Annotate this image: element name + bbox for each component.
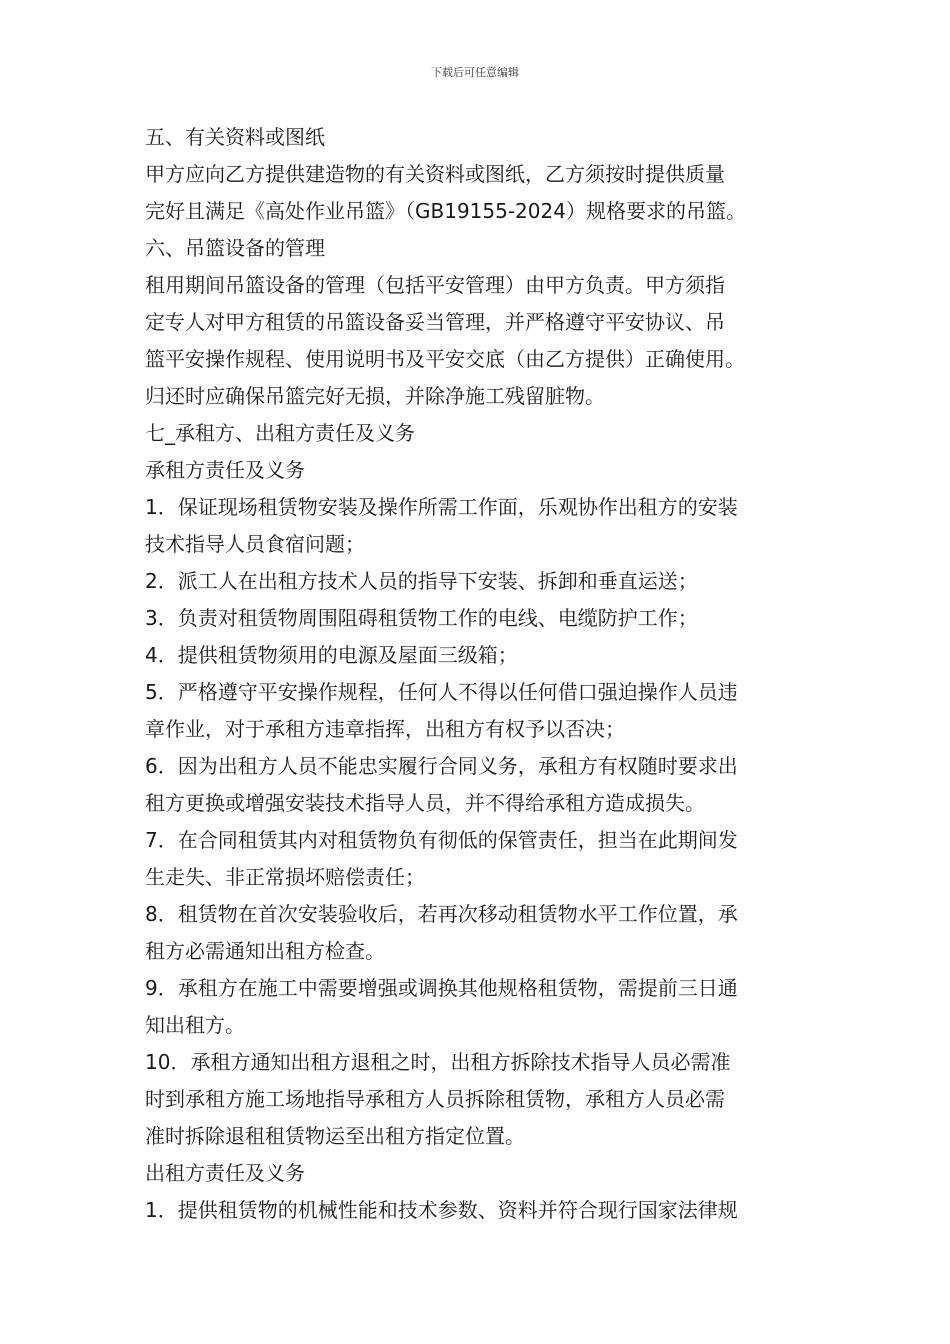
paragraph-line: 篮平安操作规程、使用说明书及平安交底（由乙方提供）正确使用。 xyxy=(145,347,745,371)
list-item-line: 10．承租方通知出租方退租之时，出租方拆除技术指导人员必需准 xyxy=(145,1050,731,1074)
list-item-line: 章作业，对于承租方违章指挥，出租方有权予以否决； xyxy=(145,717,625,741)
section-heading-5: 五、有关资料或图纸 xyxy=(145,125,325,149)
list-item-line: 租方更换或增强安装技术指导人员，并不得给承租方造成损失。 xyxy=(145,791,705,815)
list-item-line: 6．因为出租方人员不能忠实履行合同义务，承租方有权随时要求出 xyxy=(145,754,738,778)
list-item-line: 1．保证现场租赁物安装及操作所需工作面，乐观协作出租方的安装 xyxy=(145,495,738,519)
paragraph-line: 完好且满足《高处作业吊篮》（GB19155-2024）规格要求的吊篮。 xyxy=(145,199,746,223)
section-heading-6: 六、吊篮设备的管理 xyxy=(145,236,325,260)
list-item-line: 时到承租方施工场地指导承租方人员拆除租赁物，承租方人员必需 xyxy=(145,1087,725,1111)
list-item-line: 1．提供租赁物的机械性能和技术参数、资料并符合现行国家法律规 xyxy=(145,1198,738,1222)
list-item-line: 准时拆除退租租赁物运至出租方指定位置。 xyxy=(145,1124,525,1148)
list-item-line: 5．严格遵守平安操作规程，任何人不得以任何借口强迫操作人员违 xyxy=(145,680,738,704)
paragraph-line: 甲方应向乙方提供建造物的有关资料或图纸，乙方须按时提供质量 xyxy=(145,162,725,186)
list-item-line: 技术指导人员食宿问题； xyxy=(145,532,365,556)
section-heading-7: 七_承租方、出租方责任及义务 xyxy=(145,421,415,445)
list-item-line: 8．租赁物在首次安装验收后，若再次移动租赁物水平工作位置，承 xyxy=(145,902,738,926)
document-body xyxy=(145,119,815,1229)
list-item-line: 知出租方。 xyxy=(145,1013,245,1037)
list-item-line: 2．派工人在出租方技术人员的指导下安装、拆卸和垂直运送； xyxy=(145,569,698,593)
list-item-line: 生走失、非正常损坏赔偿责任； xyxy=(145,865,425,889)
list-item-line: 9．承租方在施工中需要增强或调换其他规格租赁物，需提前三日通 xyxy=(145,976,738,1000)
page-header: 下载后可任意编辑 xyxy=(431,66,519,79)
list-item-line: 7．在合同租赁其内对租赁物负有彻低的保管责任，担当在此期间发 xyxy=(145,828,738,852)
list-item-line: 4．提供租赁物须用的电源及屋面三级箱； xyxy=(145,643,518,667)
paragraph-line: 定专人对甲方租赁的吊篮设备妥当管理，并严格遵守平安协议、吊 xyxy=(145,310,725,334)
paragraph-line: 租用期间吊篮设备的管理（包括平安管理）由甲方负责。甲方须指 xyxy=(145,273,725,297)
subsection-heading-lessee: 承租方责任及义务 xyxy=(145,458,305,482)
list-item-line: 3．负责对租赁物周围阻碍租赁物工作的电线、电缆防护工作； xyxy=(145,606,698,630)
paragraph-line: 归还时应确保吊篮完好无损，并除净施工残留脏物。 xyxy=(145,384,605,408)
list-item-line: 租方必需通知出租方检查。 xyxy=(145,939,385,963)
subsection-heading-lessor: 出租方责任及义务 xyxy=(145,1161,305,1185)
